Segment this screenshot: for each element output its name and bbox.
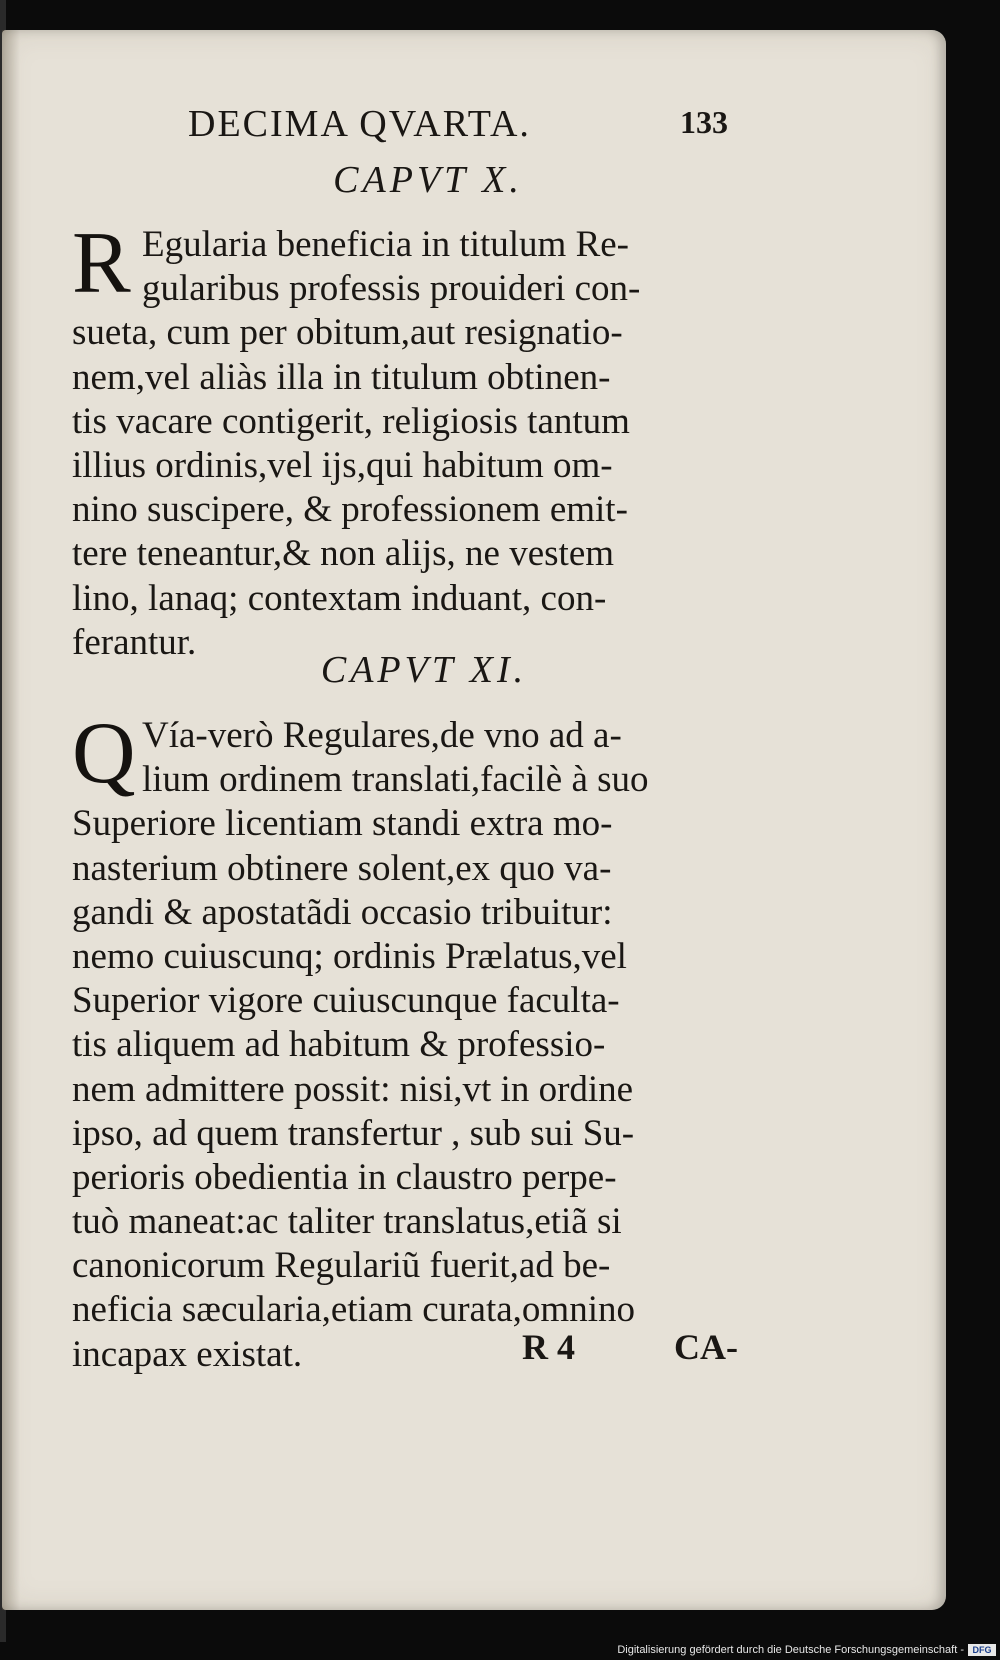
chapter-10-heading: CAPVT X. [333,159,523,201]
text-line: lino, lanaq; contextam induant, con- [72,577,607,619]
catchword: CA- [674,1327,738,1367]
signature-mark: R 4 [522,1327,575,1367]
text-line: gandi & apostatãdi occasio tribuitur: [72,891,613,933]
text-line: Superior vigore cuiuscunque faculta- [72,980,620,1022]
text-line: Superiore licentiam standi extra mo- [72,803,613,845]
page-number: 133 [680,104,728,140]
text-line: Egularia beneficia in titulum Re- [142,224,629,265]
text-line: tis aliquem ad habitum & professio- [72,1024,606,1066]
running-head-title: DECIMA QVARTA. [188,103,531,145]
running-head [2,102,946,152]
text-line: sueta, cum per obitum,aut resignatio- [72,312,623,354]
text-line: neficia sæcularia,etiam curata,omnino [72,1289,635,1331]
text-line: ipso, ad quem transfertur , sub sui Su- [72,1112,635,1154]
text-line: tuò maneat:ac taliter translatus,etiã si [72,1201,622,1243]
text-line: nemo cuiuscunq; ordinis Prælatus,vel [72,935,627,977]
text-line: canonicorum Regulariũ fuerit,ad be- [72,1245,611,1287]
dfg-logo-icon: DFG [968,1644,996,1656]
text-line: tis vacare contigerit, religiosis tantum [72,400,630,442]
chapter-11-text [72,714,752,1377]
text-line: nem,vel aliàs illa in titulum obtinen- [72,356,611,398]
text-line: ferantur. [72,621,197,663]
text-line: illius ordinis,vel ijs,qui habitum om- [72,444,613,486]
text-line: lium ordinem translati,facilè à suo [142,759,649,801]
book-page [2,30,946,1610]
chapter-10-text [72,223,752,665]
text-line: nasterium obtinere solent,ex quo va- [72,847,612,889]
text-line: gularibus professis prouideri con- [142,268,641,310]
footer-credit: Digitalisierung gefördert durch die Deutsche Forschungsgemeinschaft - [617,1644,964,1656]
text-line: tere teneantur,& non alijs, ne vestem [72,533,615,575]
text-line: nem admittere possit: nisi,vt in ordine [72,1068,634,1110]
chapter-11-heading: CAPVT XI. [320,649,528,691]
chapter-10-dropcap: R [72,215,131,312]
text-line: nino suscipere, & professionem emit- [72,489,628,531]
text-line: incapax existat. [72,1333,303,1375]
chapter-11-dropcap: Q [72,705,136,802]
text-line: perioris obedientia in claustro perpe- [72,1156,617,1198]
text-line: Vía-verò Regulares,de vno ad a- [142,715,622,756]
